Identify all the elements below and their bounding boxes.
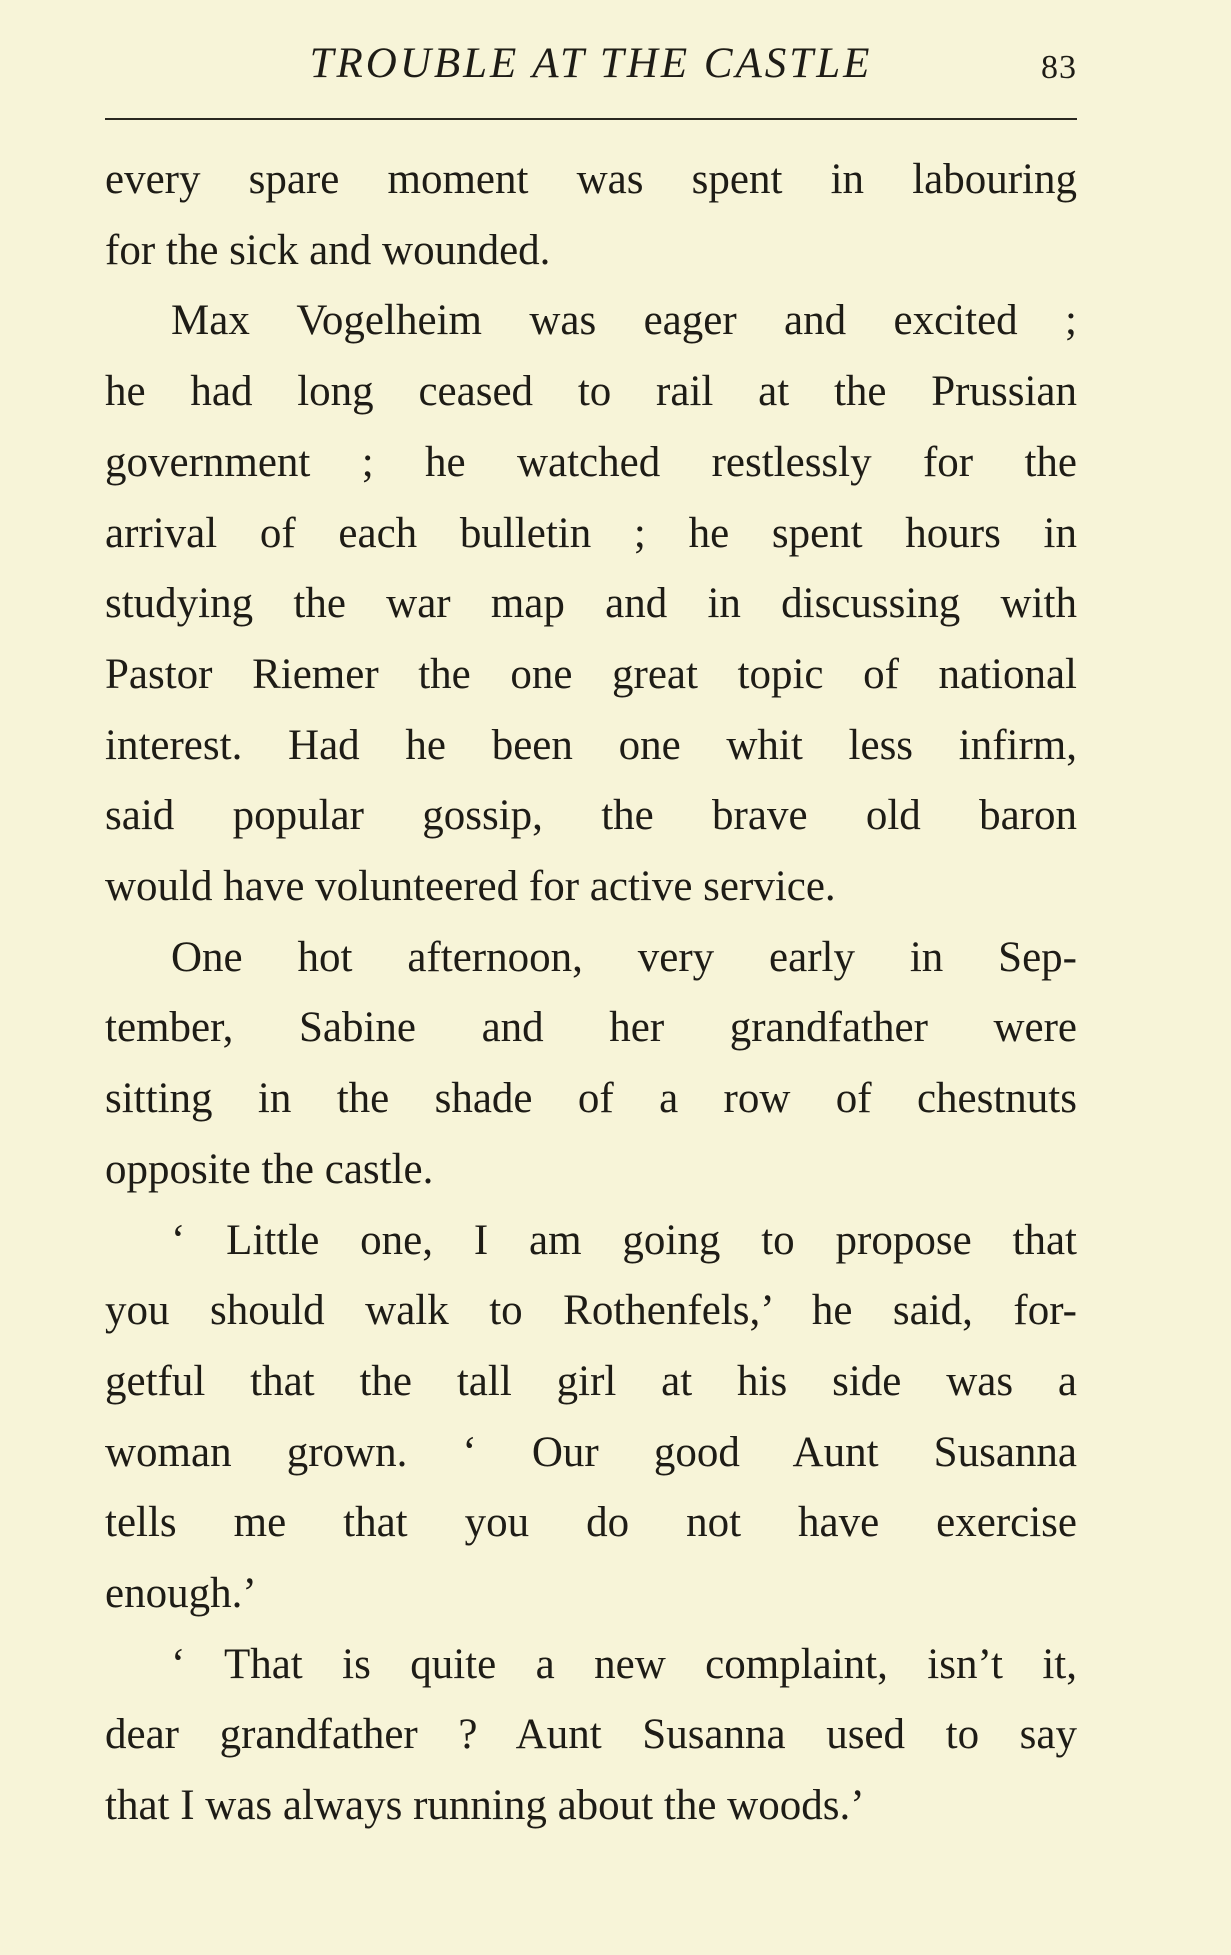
text-line: government ; he watched restlessly for the bbox=[105, 438, 1077, 486]
text-line: would have volunteered for active service. bbox=[105, 863, 836, 911]
text-line: he had long ceased to rail at the Prussian bbox=[105, 368, 1077, 416]
text-line: said popular gossip, the brave old baron bbox=[105, 792, 1077, 840]
page-header bbox=[105, 38, 1077, 90]
paragraph-2 bbox=[105, 286, 1077, 922]
paragraph-1 bbox=[105, 145, 1077, 286]
text-line: tells me that you do not have exercise bbox=[105, 1499, 1077, 1547]
paragraph-5 bbox=[105, 1630, 1077, 1842]
text-line: One hot afternoon, very early in Sep- bbox=[171, 933, 1077, 981]
text-line: ‘ That is quite a new complaint, isn’t it, bbox=[171, 1640, 1077, 1688]
text-line: arrival of each bulletin ; he spent hours in bbox=[105, 509, 1077, 557]
text-line: enough.’ bbox=[105, 1570, 257, 1618]
text-line: getful that the tall girl at his side was a bbox=[105, 1357, 1077, 1405]
text-line: studying the war map and in discussing with bbox=[105, 580, 1077, 628]
text-line: dear grandfather ? Aunt Susanna used to say bbox=[105, 1711, 1077, 1759]
text-line: Max Vogelheim was eager and excited ; bbox=[171, 297, 1077, 345]
page-number: 83 bbox=[1041, 49, 1077, 86]
header-rule bbox=[105, 118, 1077, 120]
paragraph-3 bbox=[105, 923, 1077, 1206]
text-line: ‘ Little one, I am going to propose that bbox=[171, 1216, 1077, 1264]
text-line: tember, Sabine and her grandfather were bbox=[105, 1004, 1077, 1052]
text-line: for the sick and wounded. bbox=[105, 226, 551, 274]
text-line: sitting in the shade of a row of chestnuts bbox=[105, 1075, 1077, 1123]
text-line: that I was always running about the woods.’ bbox=[105, 1782, 865, 1830]
paragraph-4 bbox=[105, 1206, 1077, 1630]
text-line: Pastor Riemer the one great topic of national bbox=[105, 650, 1077, 698]
text-line: opposite the castle. bbox=[105, 1145, 434, 1193]
text-line: woman grown. ‘ Our good Aunt Susanna bbox=[105, 1428, 1077, 1476]
text-line: you should walk to Rothenfels,’ he said, for- bbox=[105, 1287, 1077, 1335]
text-line: every spare moment was spent in labouring bbox=[105, 156, 1077, 203]
body-text bbox=[105, 145, 1077, 1842]
running-title: TROUBLE AT THE CASTLE bbox=[309, 40, 873, 87]
text-line: interest. Had he been one whit less infirm, bbox=[105, 721, 1077, 769]
